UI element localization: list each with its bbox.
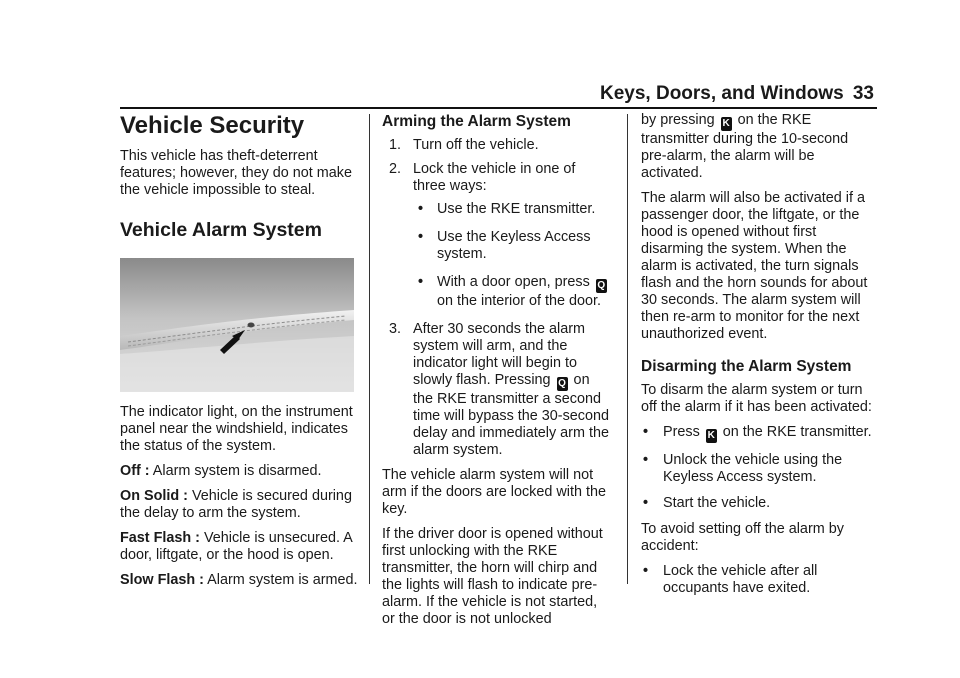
state-on-solid: On Solid : Vehicle is secured during the delay to arm the system. [120,488,352,521]
section-title: Keys, Doors, and Windows [600,83,844,104]
list-item: • Start the vehicle. [643,495,771,511]
list-item: • With a door open, press Q on the interior of the door. [418,274,606,309]
intro-paragraph: This vehicle has theft-deterrent features; however, they do not make the vehicle impossible to steal. [120,148,352,198]
lock-icon: Q [558,378,566,389]
alarm-system-heading: Vehicle Alarm System [120,219,322,241]
list-item: • Press K on the RKE transmitter. [643,424,872,441]
running-header [600,82,876,106]
paragraph: The vehicle alarm system will not arm if the doors are locked with the key. [382,467,606,517]
paragraph: To disarm the alarm system or turn off the alarm if it has been activated: [641,382,872,415]
column-divider [627,114,628,584]
figure-caption: The indicator light, on the instrument panel near the windshield, indicates the status of the system. [120,404,353,454]
avoid-tips [641,563,877,597]
list-item: • Lock the vehicle after all occupants have exited. [643,563,818,596]
state-fast-flash: Fast Flash : Vehicle is unsecured. A door, liftgate, or the hood is open. [120,530,352,563]
paragraph: by pressing K on the RKE transmitter during the 10-second pre-alarm, the alarm will be activated. [641,112,849,181]
disarming-heading: Disarming the Alarm System [641,358,852,375]
page-title: Vehicle Security [120,112,305,139]
arming-heading: Arming the Alarm System [382,113,571,130]
column-3 [641,112,877,606]
unlock-icon: K [722,118,730,129]
list-item: • Use the Keyless Access system. [418,229,591,262]
paragraph: The alarm will also be activated if a passenger door, the liftgate, or the hood is opened without first disarming the system. When the alarm is activated, the turn signals flash and the horn sounds for about 30 seconds. The alarm system will then re-arm to monitor for the next unauthorized event. [641,190,868,342]
arming-steps [382,137,612,459]
unlock-icon: K [707,430,715,441]
column-1 [120,112,360,597]
column-divider [369,114,370,584]
list-item: • Use the RKE transmitter. [418,201,596,217]
paragraph: To avoid setting off the alarm by accident: [641,521,844,554]
list-item: • Unlock the vehicle using the Keyless Access system. [643,452,843,485]
lock-icon: Q [597,280,606,291]
indicator-light-dot [248,323,255,328]
page-number: 33 [852,83,874,104]
indicator-light-photo [120,258,354,392]
list-item: 2. Lock the vehicle in one of three ways: • Use the RKE transmitter. • Use the Keyless Access system. • With a door open, press Q on the interior of the door. [382,161,612,310]
header-rule [120,107,877,109]
paragraph: If the driver door is opened without first unlocking with the RKE transmitter, the horn will chirp and the lights will flash to indicate pre-alarm. If the vehicle is not started, or the door is not unlocked [382,526,603,627]
column-2 [382,112,612,636]
state-slow-flash: Slow Flash : Alarm system is armed. [120,572,358,588]
lock-methods [413,201,612,310]
disarm-methods [641,424,877,512]
list-item: 3. After 30 seconds the alarm system will arm, and the indicator light will begin to slowly flash. Pressing Q on the RKE transmitter a second time will bypass the 30-second delay and immediately arm the alarm system. [389,321,609,458]
list-item: 1. Turn off the vehicle. [389,137,539,153]
state-off: Off : Alarm system is disarmed. [120,463,322,479]
